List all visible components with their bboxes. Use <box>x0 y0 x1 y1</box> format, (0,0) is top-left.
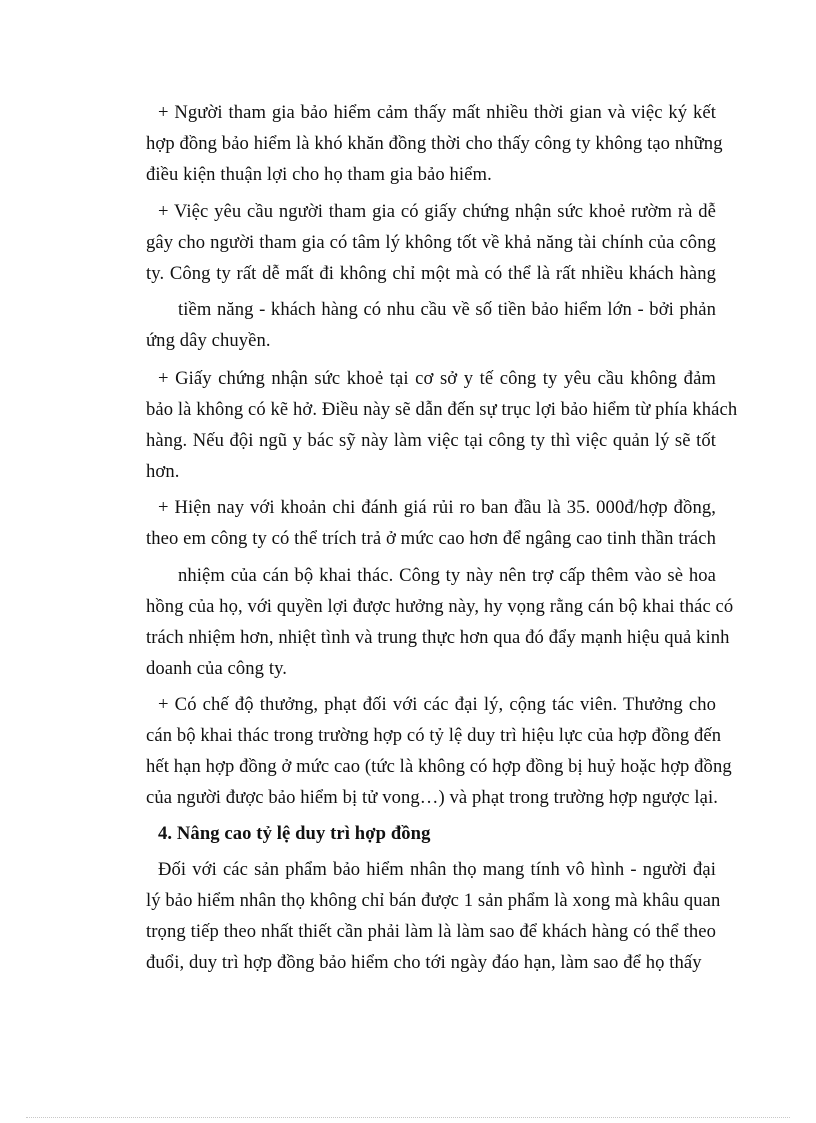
paragraph-line: + Việc yêu cầu người tham gia có giấy chứng nhận sức khoẻ rườm rà dễ <box>158 201 716 222</box>
paragraph-line: nhiệm của cán bộ khai thác. Công ty này nên trợ cấp thêm vào sè hoa <box>178 565 716 586</box>
paragraph-line: hơn. <box>146 461 180 482</box>
paragraph-line: lý bảo hiểm nhân thọ không chỉ bán được 1 sản phẩm là xong mà khâu quan <box>146 890 721 911</box>
footer-divider <box>26 1117 790 1118</box>
paragraph-line: cán bộ khai thác trong trường hợp có tỷ lệ duy trì hiệu lực của hợp đồng đến <box>146 725 722 746</box>
paragraph-line: trọng tiếp theo nhất thiết cần phải làm là làm sao để khách hàng có thể theo <box>146 921 716 942</box>
paragraph-line: trách nhiệm hơn, nhiệt tình và trung thực hơn qua đó đẩy mạnh hiệu quả kinh <box>146 627 730 648</box>
paragraph-line: hồng của họ, với quyền lợi được hưởng này, hy vọng rằng cán bộ khai thác có <box>146 596 734 617</box>
paragraph-line: đuổi, duy trì hợp đồng bảo hiểm cho tới ngày đáo hạn, làm sao để họ thấy <box>146 952 702 973</box>
paragraph-line: hết hạn hợp đồng ở mức cao (tức là không có hợp đồng bị huỷ hoặc hợp đồng <box>146 756 732 777</box>
section-heading: 4. Nâng cao tỷ lệ duy trì hợp đồng <box>158 823 431 844</box>
paragraph-line: tiềm năng - khách hàng có nhu cầu về số tiền bảo hiểm lớn - bởi phản <box>178 299 716 320</box>
paragraph-line: + Giấy chứng nhận sức khoẻ tại cơ sở y tế công ty yêu cầu không đảm <box>158 368 716 389</box>
paragraph-line: gây cho người tham gia có tâm lý không tốt về khả năng tài chính của công <box>146 232 716 253</box>
paragraph-line: + Hiện nay với khoản chi đánh giá rủi ro ban đầu là 35. 000đ/hợp đồng, <box>158 497 716 518</box>
paragraph-line: ứng dây chuyền. <box>146 330 271 351</box>
paragraph-line: ty. Công ty rất dễ mất đi không chỉ một mà có thể là rất nhiều khách hàng <box>146 263 716 284</box>
paragraph-line: + Người tham gia bảo hiểm cảm thấy mất nhiều thời gian và việc ký kết <box>158 102 716 123</box>
paragraph-line: hàng. Nếu đội ngũ y bác sỹ này làm việc tại công ty thì việc quản lý sẽ tốt <box>146 430 716 451</box>
paragraph-line: + Có chế độ thưởng, phạt đối với các đại lý, cộng tác viên. Thưởng cho <box>158 694 716 715</box>
paragraph-line: hợp đồng bảo hiểm là khó khăn đồng thời cho thấy công ty không tạo những <box>146 133 723 154</box>
paragraph-line: của người được bảo hiểm bị tử vong…) và phạt trong trường hợp ngược lại. <box>146 787 719 808</box>
paragraph-line: Đối với các sản phẩm bảo hiểm nhân thọ mang tính vô hình - người đại <box>158 859 716 880</box>
paragraph-line: doanh của công ty. <box>146 658 288 679</box>
paragraph-line: điều kiện thuận lợi cho họ tham gia bảo hiểm. <box>146 164 492 185</box>
paragraph-line: bảo là không có kẽ hở. Điều này sẽ dẫn đến sự trục lợi bảo hiểm từ phía khách <box>146 399 738 420</box>
paragraph-line: theo em công ty có thể trích trả ở mức cao hơn để ngâng cao tinh thần trách <box>146 528 716 549</box>
